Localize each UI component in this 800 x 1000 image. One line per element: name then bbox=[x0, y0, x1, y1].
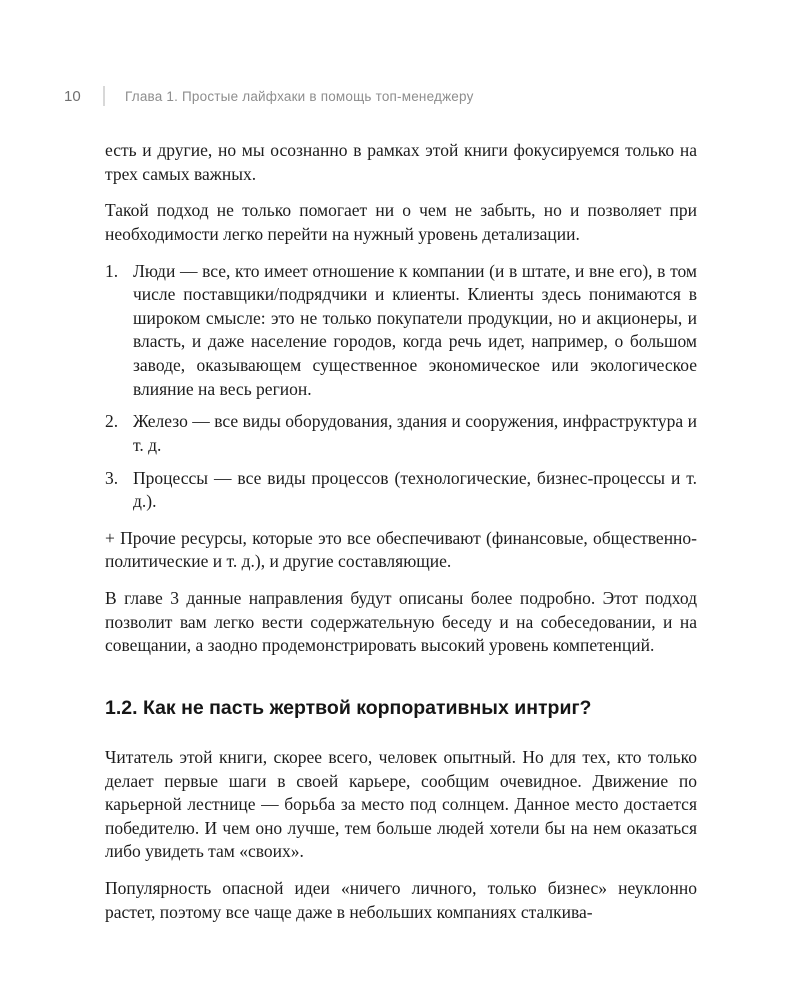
list-item-number: 1. bbox=[105, 260, 119, 281]
section-heading: 1.2. Как не пасть жертвой корпоративных интриг? bbox=[105, 696, 592, 719]
chapter-title: Глава 1. Простые лайфхаки в помощь топ-менеджеру bbox=[125, 88, 474, 104]
paragraph-plus-resources: + Прочие ресурсы, которые это все обеспечивают (финансовые, общественно-политические и т. д.), и другие составляющие. bbox=[105, 527, 697, 572]
header-divider bbox=[103, 86, 105, 106]
page-content bbox=[105, 139, 697, 937]
list-item-text: Люди — все, кто имеет отношение к компании (и в штате, и вне его), в том числе поставщики/подрядчики и клиенты. Клиенты здесь понимаются в широком смысле: это не только покупатели продукции, но и акционеры, и власть, и даже население городов, когда речь идет, например, о большом заводе, оказывающем существенное экономическое или экологическое влияние на весь регион. bbox=[133, 260, 697, 399]
list-item-text: Железо — все виды оборудования, здания и сооружения, инфраструктура и т. д. bbox=[133, 411, 697, 455]
paragraph-intro-1: есть и другие, но мы осознанно в рамках этой книги фокусируемся только на трех самых важных. bbox=[105, 140, 697, 184]
list-item bbox=[105, 410, 697, 457]
list-item bbox=[105, 260, 697, 402]
paragraph-intro-2: Такой подход не только помогает ни о чем не забыть, но и позволяет при необходимости легко перейти на нужный уровень детализации. bbox=[105, 200, 697, 244]
paragraph-section-1: Читатель этой книги, скорее всего, человек опытный. Но для тех, кто только делает первые шаги в своей карьере, сообщим очевидное. Движение по карьерной лестнице — борьба за место под солнцем. Данное место достается победителю. И чем оно лучше, тем больше людей хотели бы на нем оказаться либо увидеть там «своих». bbox=[105, 746, 697, 862]
running-header bbox=[64, 86, 474, 106]
list-item bbox=[105, 467, 697, 514]
numbered-list bbox=[105, 260, 697, 514]
list-item-number: 3. bbox=[105, 467, 119, 488]
paragraph-chapter3-note: В главе 3 данные направления будут описаны более подробно. Этот подход позволит вам легко вести содержательную беседу и на собеседовании, и на совещании, а заодно продемонстрировать высокий уровень компетенций. bbox=[105, 588, 697, 656]
list-item-number: 2. bbox=[105, 411, 119, 432]
paragraph-section-2: Популярность опасной идеи «ничего личного, только бизнес» неуклонно растет, поэтому все чаще даже в небольших компаниях сталкива- bbox=[105, 878, 697, 922]
page-number: 10 bbox=[64, 87, 81, 105]
list-item-text: Процессы — все виды процессов (технологические, бизнес-процессы и т. д.). bbox=[133, 467, 697, 512]
